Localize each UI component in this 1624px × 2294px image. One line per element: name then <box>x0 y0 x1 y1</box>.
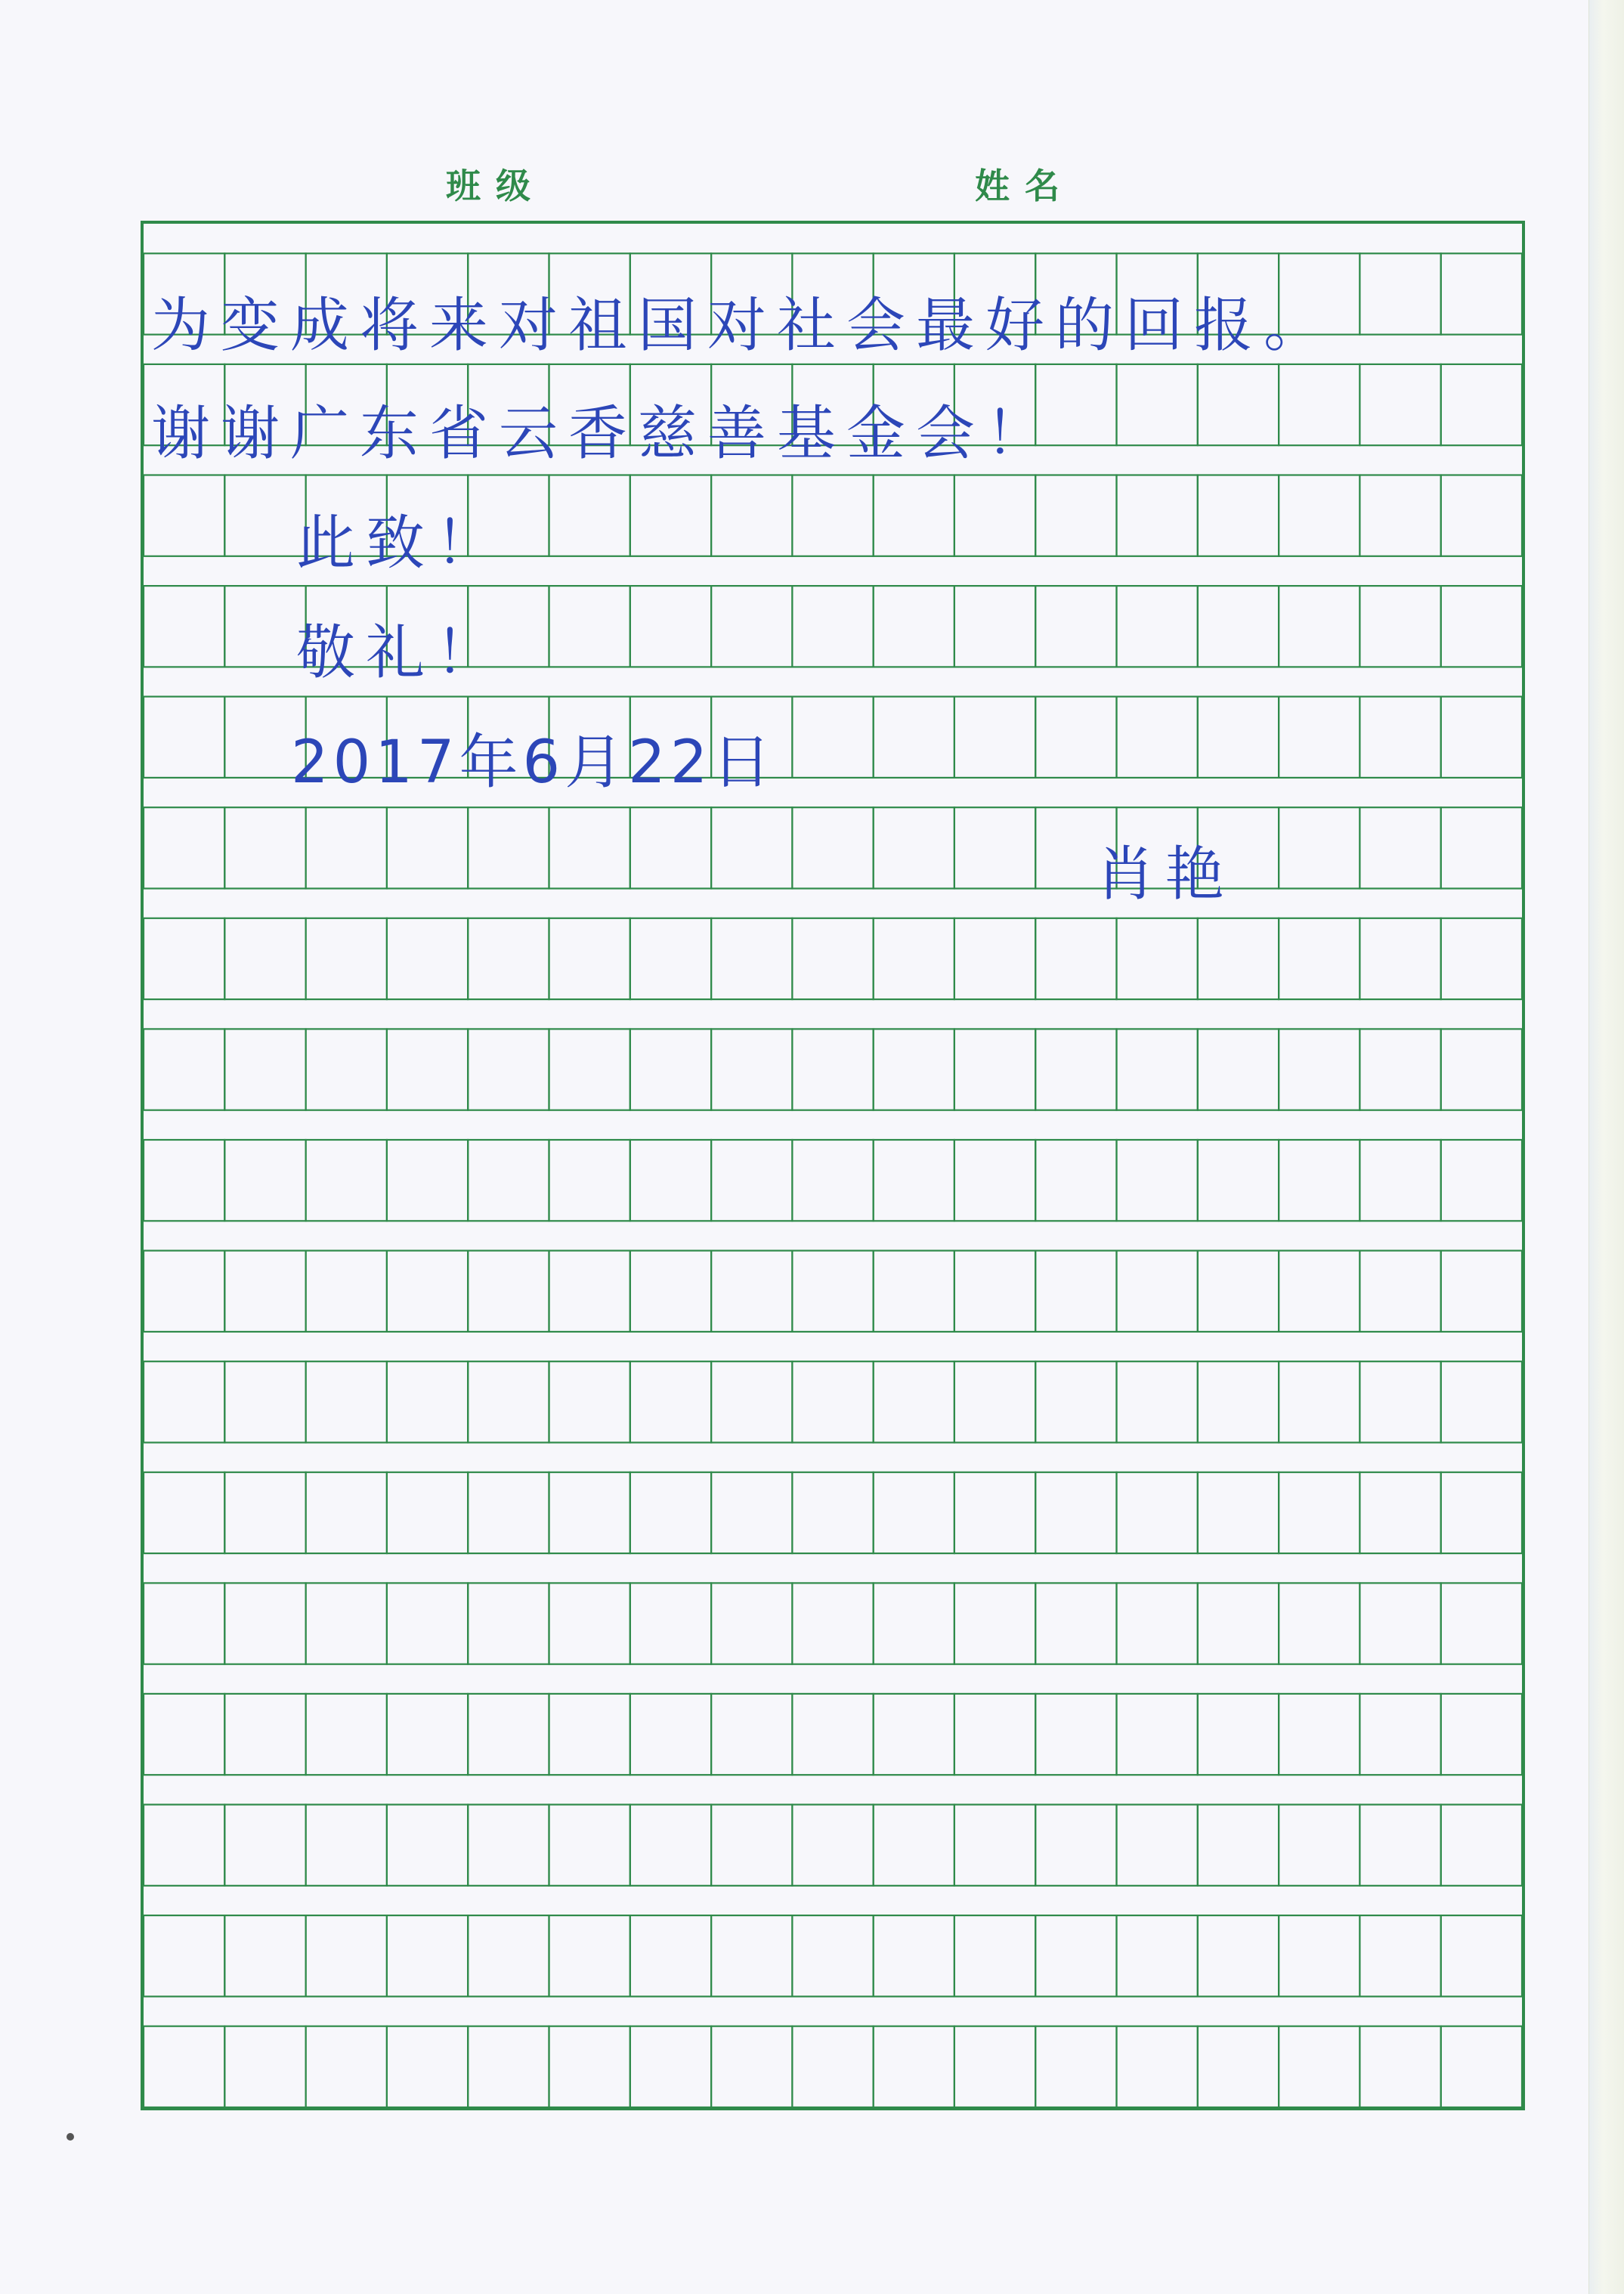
grid-cell <box>224 1361 305 1442</box>
grid-cell <box>1441 364 1522 445</box>
grid-cell <box>711 807 792 888</box>
grid-cell <box>1279 1694 1360 1775</box>
grid-cell <box>874 1140 954 1221</box>
grid-cell <box>468 1583 549 1664</box>
grid-cell <box>1035 475 1116 556</box>
grid-cell <box>792 1472 873 1553</box>
grid-cell <box>954 1583 1035 1664</box>
grid-cell <box>468 807 549 888</box>
class-label: 班 级 <box>446 166 533 206</box>
grid-cell <box>1198 1694 1279 1775</box>
grid-cell <box>630 918 711 999</box>
grid-cell <box>1035 1029 1116 1110</box>
grid-row <box>144 1361 1522 1442</box>
grid-cell <box>1441 1915 1522 1996</box>
sheet-header <box>0 159 1624 212</box>
grid-cell <box>1441 1694 1522 1775</box>
grid-cell <box>1360 475 1440 556</box>
grid-cell <box>1198 1915 1279 1996</box>
grid-row <box>144 1140 1522 1221</box>
grid-cell <box>1441 475 1522 556</box>
grid-cell <box>874 1251 954 1332</box>
grid-cell <box>711 475 792 556</box>
grid-cell <box>792 1361 873 1442</box>
grid-cell <box>874 807 954 888</box>
letter-line-1: 为变成将来对祖国对社会最好的回报。 <box>151 292 1334 360</box>
grid-cell <box>549 1251 630 1332</box>
grid-cell <box>711 1915 792 1996</box>
grid-cell <box>1279 1029 1360 1110</box>
grid-cell <box>306 1029 387 1110</box>
grid-cell <box>1279 918 1360 999</box>
grid-cell <box>1198 475 1279 556</box>
letter-date: 2017年6月22日 <box>291 729 776 797</box>
grid-cell <box>1198 1361 1279 1442</box>
grid-cell <box>549 2026 630 2107</box>
grid-cell <box>1360 918 1440 999</box>
grid-cell <box>1198 364 1279 445</box>
grid-cell <box>1117 1805 1198 1886</box>
grid-row <box>144 918 1522 999</box>
grid-cell <box>1117 2026 1198 2107</box>
name-label: 姓 名 <box>975 166 1062 206</box>
grid-cell <box>711 918 792 999</box>
grid-cell <box>549 1583 630 1664</box>
grid-cell <box>792 1694 873 1775</box>
grid-cell <box>549 1140 630 1221</box>
grid-cell <box>144 807 224 888</box>
grid-cell <box>1360 1805 1440 1886</box>
grid-cell <box>1441 1472 1522 1553</box>
grid-cell <box>306 2026 387 2107</box>
grid-cell <box>387 1361 468 1442</box>
grid-cell <box>1035 697 1116 778</box>
grid-cell <box>1035 1694 1116 1775</box>
grid-cell <box>1360 1915 1440 1996</box>
grid-cell <box>144 586 224 667</box>
grid-cell <box>1360 586 1440 667</box>
grid-cell <box>1279 1915 1360 1996</box>
grid-cell <box>874 918 954 999</box>
grid-cell <box>549 1694 630 1775</box>
grid-cell <box>144 475 224 556</box>
grid-cell <box>224 586 305 667</box>
grid-cell <box>1279 1583 1360 1664</box>
grid-cell <box>144 1472 224 1553</box>
grid-row <box>144 1583 1522 1664</box>
grid-cell <box>306 807 387 888</box>
grid-cell <box>711 586 792 667</box>
grid-cell <box>1279 1361 1360 1442</box>
grid-cell <box>954 586 1035 667</box>
grid-cell <box>306 1472 387 1553</box>
grid-row <box>144 1251 1522 1332</box>
grid-cell <box>144 1251 224 1332</box>
grid-cell <box>792 1583 873 1664</box>
grid-cell <box>630 1583 711 1664</box>
grid-cell <box>1360 2026 1440 2107</box>
grid-cell <box>144 1583 224 1664</box>
grid-cell <box>1360 1251 1440 1332</box>
grid-cell <box>792 807 873 888</box>
grid-cell <box>874 1472 954 1553</box>
grid-cell <box>1035 1140 1116 1221</box>
grid-cell <box>1117 586 1198 667</box>
grid-cell <box>630 1251 711 1332</box>
ink-dot <box>67 2133 74 2141</box>
grid-cell <box>387 1915 468 1996</box>
grid-cell <box>224 807 305 888</box>
grid-cell <box>792 918 873 999</box>
grid-cell <box>954 918 1035 999</box>
grid-cell <box>874 1694 954 1775</box>
grid-cell <box>1035 1472 1116 1553</box>
grid-cell <box>711 2026 792 2107</box>
grid-cell <box>954 807 1035 888</box>
grid-cell <box>468 2026 549 2107</box>
grid-cell <box>468 1694 549 1775</box>
grid-cell <box>144 1694 224 1775</box>
grid-cell <box>1117 1694 1198 1775</box>
grid-cell <box>144 2026 224 2107</box>
grid-cell <box>224 1915 305 1996</box>
grid-cell <box>630 1140 711 1221</box>
grid-cell <box>1117 1140 1198 1221</box>
grid-cell <box>1117 475 1198 556</box>
grid-cell <box>1360 807 1440 888</box>
grid-cell <box>874 1583 954 1664</box>
grid-cell <box>1441 586 1522 667</box>
grid-cell <box>1441 1361 1522 1442</box>
grid-cell <box>1279 475 1360 556</box>
grid-cell <box>1360 1361 1440 1442</box>
grid-cell <box>306 1694 387 1775</box>
grid-cell <box>1198 918 1279 999</box>
grid-cell <box>468 918 549 999</box>
grid-cell <box>1117 1915 1198 1996</box>
grid-cell <box>954 1029 1035 1110</box>
grid-cell <box>1441 1251 1522 1332</box>
grid-cell <box>874 1915 954 1996</box>
grid-cell <box>387 1029 468 1110</box>
grid-cell <box>224 1029 305 1110</box>
grid-cell <box>1441 1029 1522 1110</box>
grid-cell <box>1279 1805 1360 1886</box>
grid-row <box>144 1915 1522 1996</box>
grid-row <box>144 1472 1522 1553</box>
grid-cell <box>306 1805 387 1886</box>
letter-line-2: 谢谢广东省云香慈善基金会！ <box>151 400 1056 468</box>
grid-cell <box>387 1805 468 1886</box>
grid-cell <box>954 1140 1035 1221</box>
grid-cell <box>874 475 954 556</box>
grid-cell <box>1360 1583 1440 1664</box>
grid-cell <box>1117 1029 1198 1110</box>
grid-cell <box>711 1805 792 1886</box>
grid-cell <box>468 1361 549 1442</box>
grid-cell <box>1441 1583 1522 1664</box>
grid-cell <box>1198 1583 1279 1664</box>
grid-cell <box>711 1140 792 1221</box>
grid-cell <box>144 1029 224 1110</box>
grid-cell <box>1441 2026 1522 2107</box>
grid-cell <box>549 586 630 667</box>
grid-cell <box>792 1251 873 1332</box>
grid-cell <box>1117 1251 1198 1332</box>
grid-row <box>144 1029 1522 1110</box>
grid-cell <box>630 475 711 556</box>
grid-cell <box>549 918 630 999</box>
grid-cell <box>549 475 630 556</box>
grid-cell <box>1117 918 1198 999</box>
grid-cell <box>224 1805 305 1886</box>
grid-cell <box>306 918 387 999</box>
grid-row <box>144 1805 1522 1886</box>
closing-ci-zhi: 此致！ <box>296 509 506 577</box>
grid-cell <box>1035 1361 1116 1442</box>
grid-cell <box>711 1583 792 1664</box>
grid-cell <box>1035 586 1116 667</box>
grid-cell <box>1441 807 1522 888</box>
grid-cell <box>1035 1583 1116 1664</box>
grid-cell <box>387 1251 468 1332</box>
grid-cell <box>1117 364 1198 445</box>
grid-cell <box>144 1140 224 1221</box>
grid-cell <box>224 2026 305 2107</box>
grid-cell <box>1279 586 1360 667</box>
grid-cell <box>387 1472 468 1553</box>
grid-cell <box>224 1472 305 1553</box>
grid-cell <box>954 1251 1035 1332</box>
grid-cell <box>144 697 224 778</box>
grid-cell <box>387 807 468 888</box>
grid-cell <box>144 1915 224 1996</box>
grid-cell <box>1035 1915 1116 1996</box>
grid-cell <box>954 697 1035 778</box>
grid-row <box>144 1694 1522 1775</box>
grid-cell <box>954 1915 1035 1996</box>
grid-cell <box>387 2026 468 2107</box>
grid-cell <box>549 1472 630 1553</box>
grid-cell <box>1035 1805 1116 1886</box>
grid-cell <box>549 1361 630 1442</box>
grid-cell <box>1360 364 1440 445</box>
grid-cell <box>549 1915 630 1996</box>
grid-cell <box>1360 253 1440 334</box>
grid-cell <box>1360 1029 1440 1110</box>
grid-cell <box>306 1915 387 1996</box>
grid-cell <box>468 1805 549 1886</box>
grid-cell <box>874 1029 954 1110</box>
grid-cell <box>387 1140 468 1221</box>
grid-cell <box>549 1805 630 1886</box>
grid-cell <box>630 807 711 888</box>
grid-cell <box>1198 1029 1279 1110</box>
grid-cell <box>468 1915 549 1996</box>
grid-cell <box>792 586 873 667</box>
grid-cell <box>630 1805 711 1886</box>
grid-cell <box>711 1472 792 1553</box>
grid-cell <box>1117 697 1198 778</box>
grid-cell <box>954 2026 1035 2107</box>
grid-cell <box>630 1694 711 1775</box>
grid-cell <box>711 1694 792 1775</box>
grid-cell <box>306 1361 387 1442</box>
grid-cell <box>224 1140 305 1221</box>
grid-cell <box>549 807 630 888</box>
grid-cell <box>954 1472 1035 1553</box>
grid-cell <box>1198 1251 1279 1332</box>
grid-cell <box>630 1472 711 1553</box>
grid-cell <box>954 1361 1035 1442</box>
grid-cell <box>306 1583 387 1664</box>
grid-cell <box>144 918 224 999</box>
grid-cell <box>387 1694 468 1775</box>
grid-cell <box>1117 1583 1198 1664</box>
paper-edge <box>1588 0 1624 2294</box>
grid-cell <box>1117 1472 1198 1553</box>
grid-cell <box>630 1361 711 1442</box>
grid-cell <box>1117 1361 1198 1442</box>
grid-cell <box>1279 2026 1360 2107</box>
grid-cell <box>1198 1805 1279 1886</box>
grid-cell <box>1441 697 1522 778</box>
grid-cell <box>874 697 954 778</box>
grid-cell <box>1279 1472 1360 1553</box>
grid-cell <box>874 586 954 667</box>
grid-cell <box>1198 2026 1279 2107</box>
grid-cell <box>711 1029 792 1110</box>
grid-cell <box>874 1361 954 1442</box>
grid-cell <box>792 1915 873 1996</box>
grid-cell <box>224 1251 305 1332</box>
grid-row <box>144 2026 1522 2107</box>
grid-cell <box>711 1251 792 1332</box>
grid-cell <box>1441 1140 1522 1221</box>
grid-cell <box>306 1140 387 1221</box>
grid-cell <box>1035 1251 1116 1332</box>
grid-cell <box>1198 586 1279 667</box>
grid-cell <box>630 2026 711 2107</box>
grid-cell <box>144 1361 224 1442</box>
grid-cell <box>630 1915 711 1996</box>
grid-row <box>144 807 1522 888</box>
grid-cell <box>1279 1251 1360 1332</box>
grid-cell <box>1198 697 1279 778</box>
grid-cell <box>874 2026 954 2107</box>
grid-cell <box>387 918 468 999</box>
grid-cell <box>549 1029 630 1110</box>
grid-cell <box>792 1140 873 1221</box>
grid-cell <box>792 475 873 556</box>
grid-cell <box>792 1805 873 1886</box>
grid-cell <box>468 1140 549 1221</box>
grid-cell <box>224 1583 305 1664</box>
grid-cell <box>306 1251 387 1332</box>
grid-cell <box>1360 1694 1440 1775</box>
grid-cell <box>1035 918 1116 999</box>
grid-cell <box>1441 918 1522 999</box>
grid-cell <box>1198 1472 1279 1553</box>
grid-cell <box>954 1805 1035 1886</box>
grid-cell <box>468 1472 549 1553</box>
grid-cell <box>468 1251 549 1332</box>
grid-cell <box>1279 364 1360 445</box>
grid-cell <box>711 1361 792 1442</box>
grid-cell <box>224 918 305 999</box>
composition-grid <box>144 224 1522 2107</box>
grid-cell <box>874 1805 954 1886</box>
grid-cell <box>1360 1140 1440 1221</box>
grid-cell <box>954 1694 1035 1775</box>
signature: 肖艳 <box>1096 841 1236 909</box>
grid-cell <box>1441 1805 1522 1886</box>
grid-cell <box>630 586 711 667</box>
grid-cell <box>1360 697 1440 778</box>
grid-cell <box>224 1694 305 1775</box>
grid-cell <box>1279 807 1360 888</box>
grid-cell <box>1035 2026 1116 2107</box>
closing-jing-li: 敬礼！ <box>296 619 506 687</box>
grid-cell <box>1360 1472 1440 1553</box>
grid-cell <box>387 1583 468 1664</box>
grid-cell <box>1279 1140 1360 1221</box>
grid-cell <box>1279 697 1360 778</box>
grid-cell <box>144 1805 224 1886</box>
grid-cell <box>224 475 305 556</box>
grid-cell <box>792 697 873 778</box>
grid-cell <box>468 1029 549 1110</box>
grid-cell <box>954 475 1035 556</box>
composition-grid-frame <box>141 221 1525 2110</box>
grid-cell <box>792 1029 873 1110</box>
grid-cell <box>630 1029 711 1110</box>
grid-cell <box>1198 1140 1279 1221</box>
grid-cell <box>1441 253 1522 334</box>
grid-cell <box>792 2026 873 2107</box>
